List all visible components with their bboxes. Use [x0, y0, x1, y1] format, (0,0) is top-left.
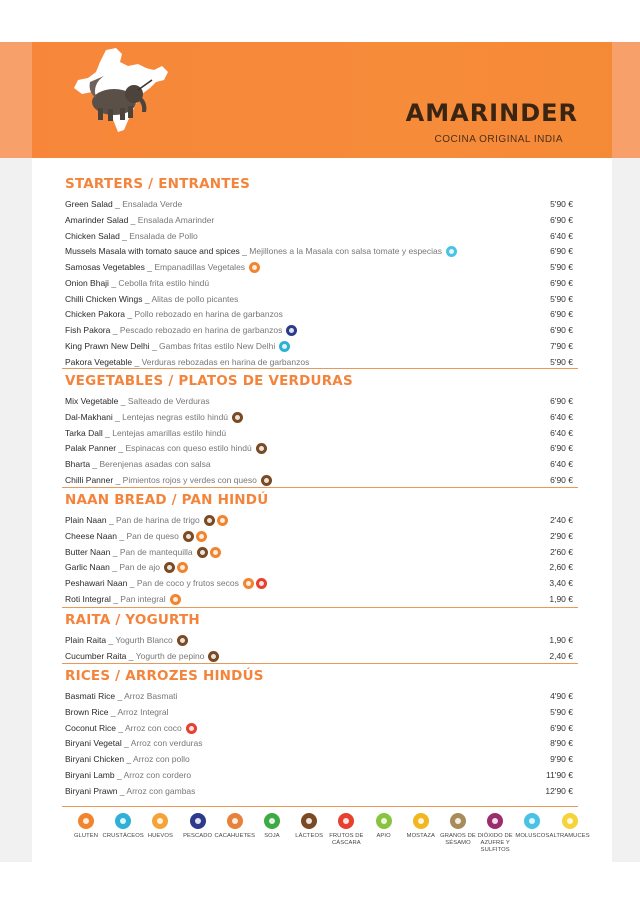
item-description: Berenjenas asadas con salsa — [99, 459, 211, 469]
item-description: Pan de ajo — [119, 562, 160, 573]
item-separator: _ — [109, 562, 120, 573]
legend-label: PESCADO — [183, 833, 213, 839]
gluten-allergen-icon — [217, 515, 228, 526]
item-description: Pimientos rojos y verdes con queso — [122, 474, 257, 485]
item-name: Brown Rice — [65, 706, 109, 717]
item-name: Chilli Panner — [65, 474, 114, 485]
section-title: NAAN BREAD / PAN HINDÚ — [65, 492, 269, 508]
section-title: RICES / ARROZES HINDÚS — [65, 668, 264, 684]
item-description: Ensalada Amarinder — [137, 214, 215, 225]
menu-item — [65, 197, 575, 211]
item-description: Yogurth de pepino — [135, 650, 205, 661]
item-price: 9'90 € — [550, 754, 573, 764]
menu-item — [65, 784, 575, 798]
item-separator: _ — [113, 474, 123, 485]
item-description: Pan de harina de trigo — [116, 515, 200, 525]
lacteos-allergen-icon — [256, 443, 267, 454]
item-price: 2,60 € — [549, 562, 573, 573]
lacteos-allergen-icon — [197, 547, 208, 558]
item-separator: _ — [108, 277, 119, 288]
moluscos-allergen-icon — [446, 246, 457, 257]
item-description: Yogurth Blanco — [115, 635, 173, 645]
item-name: Butter Naan — [65, 546, 111, 557]
item-separator: _ — [142, 293, 152, 304]
menu-item — [65, 260, 575, 274]
item-name: Pakora Vegetable — [65, 356, 133, 367]
item-price: 4'90 € — [550, 691, 573, 701]
crustaceos-allergen-icon — [279, 341, 290, 352]
item-name: Cheese Naan — [65, 530, 117, 541]
item-name: Green Salad — [65, 199, 113, 209]
allergen-icons — [186, 721, 199, 735]
item-description: Arroz con coco — [125, 722, 182, 733]
menu-item — [65, 633, 575, 647]
allergen-icons — [204, 514, 230, 528]
gluten-allergen-icon — [210, 547, 221, 558]
item-name: Coconut Rice — [65, 722, 117, 733]
item-separator: _ — [102, 427, 113, 438]
footer-divider — [62, 806, 578, 807]
item-price: 6'90 € — [550, 214, 573, 225]
allergen-icons — [446, 245, 459, 259]
item-name: Mix Vegetable — [65, 396, 119, 406]
legend-label: SOJA — [264, 833, 280, 839]
item-price: 6'40 € — [550, 427, 573, 438]
allergen-icons — [177, 634, 190, 648]
item-name: Chicken Pakora — [65, 309, 126, 320]
allergen-icons — [261, 474, 274, 488]
item-separator: _ — [239, 246, 250, 257]
menu-item — [65, 276, 575, 290]
item-price: 6'90 € — [550, 309, 573, 320]
menu-item — [65, 307, 575, 321]
brand-title: AMARINDER — [405, 99, 578, 127]
lacteos-allergen-icon — [164, 562, 175, 573]
section-divider — [62, 368, 578, 369]
menu-item — [65, 705, 575, 719]
section-title: RAITA / YOGURTH — [65, 612, 200, 628]
gluten-allergen-icon — [170, 594, 181, 605]
item-separator: _ — [127, 578, 137, 588]
brand-subtitle: COCINA ORIGINAL INDIA — [434, 134, 563, 145]
item-separator: _ — [106, 515, 117, 525]
allergen-icons — [256, 442, 269, 456]
menu-item — [65, 323, 575, 337]
gluten-allergen-icon — [177, 562, 188, 573]
item-name: Bharta — [65, 459, 91, 469]
item-name: Chilli Chicken Wings — [65, 293, 143, 304]
item-separator: _ — [126, 650, 136, 661]
item-name: Biryani Lamb — [65, 769, 115, 780]
menu-item — [65, 513, 575, 527]
legend-label: APIO — [376, 833, 391, 839]
india-map-elephant-logo — [68, 46, 172, 136]
menu-item — [65, 752, 575, 766]
allergen-icons — [170, 593, 183, 607]
item-description: Espinacas con queso estilo hindú — [125, 443, 252, 454]
menu-item — [65, 768, 575, 782]
item-description: Cebolla frita estilo hindú — [118, 277, 210, 288]
item-price: 12'90 € — [545, 785, 573, 796]
pescado-icon — [190, 813, 206, 829]
item-name: Basmati Rice — [65, 691, 116, 701]
item-separator: _ — [118, 396, 128, 406]
item-description: Pescado rebozado en harina de garbanzos — [119, 325, 283, 335]
item-price: 5'90 € — [550, 356, 573, 367]
item-name: Biryani Chicken — [65, 754, 125, 764]
allergen-icons — [249, 261, 262, 275]
item-price: 2,40 € — [549, 650, 573, 661]
item-description: Verduras rebozadas en harina de garbanzos — [141, 356, 310, 367]
item-price: 6'90 € — [550, 474, 573, 485]
allergen-legend — [58, 813, 588, 863]
item-description: Lentejas amarillas estilo hindú — [112, 427, 227, 438]
item-description: Pan de queso — [126, 530, 179, 541]
item-price: 5'90 € — [550, 199, 573, 209]
item-price: 1,90 € — [549, 635, 573, 645]
menu-item — [65, 721, 575, 735]
menu-item — [65, 649, 575, 663]
menu-item — [65, 441, 575, 455]
menu-item — [65, 229, 575, 243]
legend-item — [542, 813, 598, 840]
item-description: Ensalada Verde — [122, 199, 183, 209]
item-price: 3,40 € — [549, 578, 573, 588]
item-price: 1,90 € — [549, 593, 573, 604]
item-description: Arroz con gambas — [126, 785, 196, 796]
item-description: Mejillones a la Masala con salsa tomate y especias — [249, 246, 443, 257]
item-description: Arroz Basmati — [124, 691, 178, 701]
item-description: Arroz Integral — [117, 706, 169, 717]
legend-label: MOLUSCOS — [515, 833, 550, 839]
allergen-icons — [232, 411, 245, 425]
legend-label: FRUTOS DE CÁSCARA — [329, 833, 364, 846]
item-separator: _ — [106, 635, 116, 645]
item-price: 6'40 € — [550, 230, 573, 241]
item-separator: _ — [116, 530, 127, 541]
allergen-icons — [279, 340, 292, 354]
legend-label: GLUTEN — [73, 833, 99, 839]
frutos-allergen-icon — [256, 578, 267, 589]
lacteos-allergen-icon — [177, 635, 188, 646]
menu-item — [65, 410, 575, 424]
item-price: 2'90 € — [550, 530, 573, 541]
legend-label: CRUSTÁCEOS — [102, 833, 144, 839]
item-description: Empanadillas Vegetales — [154, 262, 246, 272]
lacteos-allergen-icon — [183, 531, 194, 542]
item-price: 6'90 € — [550, 722, 573, 733]
menu-item — [65, 339, 575, 353]
item-separator: _ — [125, 309, 135, 320]
item-description: Pollo rebozado en harina de garbanzos — [134, 309, 283, 320]
lacteos-allergen-icon — [204, 515, 215, 526]
gluten-allergen-icon — [196, 531, 207, 542]
legend-label: MOSTAZA — [406, 833, 435, 839]
legend-label: ALTRAMUCES — [549, 833, 590, 839]
menu-item — [65, 244, 575, 258]
item-name: Roti Integral — [65, 593, 111, 604]
item-separator: _ — [110, 546, 120, 557]
item-separator: _ — [119, 230, 130, 241]
menu-item — [65, 426, 575, 440]
menu-item — [65, 529, 575, 543]
lacteos-icon — [301, 813, 317, 829]
item-separator: _ — [112, 411, 123, 422]
menu-item — [65, 473, 575, 487]
item-name: Amarinder Salad — [65, 214, 129, 225]
item-price: 5'90 € — [550, 293, 573, 304]
apio-icon — [376, 813, 392, 829]
item-separator: _ — [124, 754, 134, 764]
item-price: 2'40 € — [550, 515, 573, 525]
menu-item — [65, 560, 575, 574]
item-separator: _ — [128, 214, 138, 225]
item-price: 7'90 € — [550, 340, 573, 351]
item-description: Pan integral — [120, 593, 166, 604]
right-margin — [612, 42, 640, 862]
item-price: 6'90 € — [550, 246, 573, 257]
altramuces-icon — [562, 813, 578, 829]
pescado-allergen-icon — [286, 325, 297, 336]
item-name: Peshawari Naan — [65, 578, 128, 588]
soja-icon — [264, 813, 280, 829]
item-separator: _ — [90, 459, 100, 469]
item-price: 6'90 € — [550, 277, 573, 288]
menu-item — [65, 292, 575, 306]
section-divider — [62, 487, 578, 488]
lacteos-allergen-icon — [232, 412, 243, 423]
left-margin — [0, 42, 32, 862]
item-name: Plain Naan — [65, 515, 107, 525]
item-price: 6'90 € — [550, 396, 573, 406]
item-description: Arroz con pollo — [133, 754, 190, 764]
item-name: Garlic Naan — [65, 562, 110, 573]
item-name: Samosas Vegetables — [65, 262, 145, 272]
item-name: Plain Raita — [65, 635, 107, 645]
item-name: Tarka Dall — [65, 427, 103, 438]
sulfitos-icon — [487, 813, 503, 829]
legend-label: DIÓXIDO DE AZUFRE Y SULFITOS — [477, 833, 513, 853]
item-separator: _ — [110, 325, 120, 335]
item-name: Chicken Salad — [65, 230, 120, 241]
item-separator: _ — [121, 738, 131, 749]
item-name: Fish Pakora — [65, 325, 111, 335]
item-name: Biryani Vegetal — [65, 738, 122, 749]
item-separator: _ — [114, 769, 124, 780]
item-price: 11'90 € — [546, 769, 573, 780]
allergen-icons — [183, 530, 209, 544]
item-name: Mussels Masala with tomato sauce and spices — [65, 246, 240, 257]
lacteos-allergen-icon — [261, 475, 272, 486]
menu-item — [65, 592, 575, 606]
item-separator: _ — [132, 356, 142, 367]
menu-item — [65, 576, 575, 590]
item-separator: _ — [116, 722, 126, 733]
item-description: Pan de mantequilla — [119, 546, 193, 557]
item-name: King Prawn New Delhi — [65, 340, 150, 351]
item-price: 6'40 € — [550, 411, 573, 422]
gluten-allergen-icon — [243, 578, 254, 589]
menu-item — [65, 213, 575, 227]
menu-item — [65, 457, 575, 471]
gluten-allergen-icon — [249, 262, 260, 273]
cacahuetes-icon — [227, 813, 243, 829]
crustaceos-icon — [115, 813, 131, 829]
item-price: 2'60 € — [550, 546, 573, 557]
legend-label: CACAHUETES — [214, 833, 256, 839]
item-separator: _ — [112, 199, 123, 209]
item-name: Dal-Makhani — [65, 411, 113, 422]
menu-item — [65, 355, 575, 369]
allergen-icons — [208, 650, 221, 664]
item-separator: _ — [149, 340, 160, 351]
allergen-icons — [286, 324, 299, 338]
allergen-icons — [164, 561, 190, 575]
frutos-icon — [338, 813, 354, 829]
menu-item — [65, 394, 575, 408]
section-title: VEGETABLES / PLATOS DE VERDURAS — [65, 373, 353, 389]
lacteos-allergen-icon — [208, 651, 219, 662]
item-description: Lentejas negras estilo hindú — [122, 411, 229, 422]
item-name: Palak Panner — [65, 443, 117, 454]
frutos-allergen-icon — [186, 723, 197, 734]
item-price: 5'90 € — [550, 262, 573, 272]
mostaza-icon — [413, 813, 429, 829]
item-separator: _ — [117, 785, 127, 796]
legend-label: HUEVOS — [147, 833, 173, 839]
allergen-icons — [197, 545, 223, 559]
item-name: Onion Bhaji — [65, 277, 109, 288]
item-separator: _ — [115, 691, 125, 701]
item-separator: _ — [144, 262, 155, 272]
sesamo-icon — [450, 813, 466, 829]
item-price: 6'90 € — [550, 443, 573, 454]
item-price: 6'90 € — [550, 325, 573, 335]
legend-label: GRANOS DE SÉSAMO — [440, 833, 476, 846]
item-separator: _ — [110, 593, 121, 604]
section-divider — [62, 663, 578, 664]
section-divider — [62, 607, 578, 608]
menu-item — [65, 736, 575, 750]
huevos-icon — [152, 813, 168, 829]
menu-item — [65, 689, 575, 703]
item-description: Ensalada de Pollo — [129, 230, 198, 241]
item-price: 6'40 € — [550, 459, 573, 469]
item-description: Arroz con verduras — [130, 738, 203, 749]
item-name: Biryani Prawn — [65, 785, 118, 796]
item-price: 8'90 € — [550, 738, 573, 749]
menu-item — [65, 545, 575, 559]
item-name: Cucumber Raita — [65, 650, 127, 661]
moluscos-icon — [524, 813, 540, 829]
item-description: Pan de coco y frutos secos — [136, 578, 239, 588]
legend-label: LÁCTEOS — [295, 833, 324, 839]
item-description: Salteado de Verduras — [127, 396, 210, 406]
gluten-icon — [78, 813, 94, 829]
item-price: 5'90 € — [550, 706, 573, 717]
item-separator: _ — [116, 443, 126, 454]
item-description: Arroz con cordero — [123, 769, 192, 780]
allergen-icons — [243, 577, 269, 591]
section-title: STARTERS / ENTRANTES — [65, 176, 251, 192]
item-description: Gambas fritas estilo New Delhi — [159, 340, 276, 351]
item-separator: _ — [108, 706, 118, 717]
item-description: Alitas de pollo picantes — [151, 293, 239, 304]
